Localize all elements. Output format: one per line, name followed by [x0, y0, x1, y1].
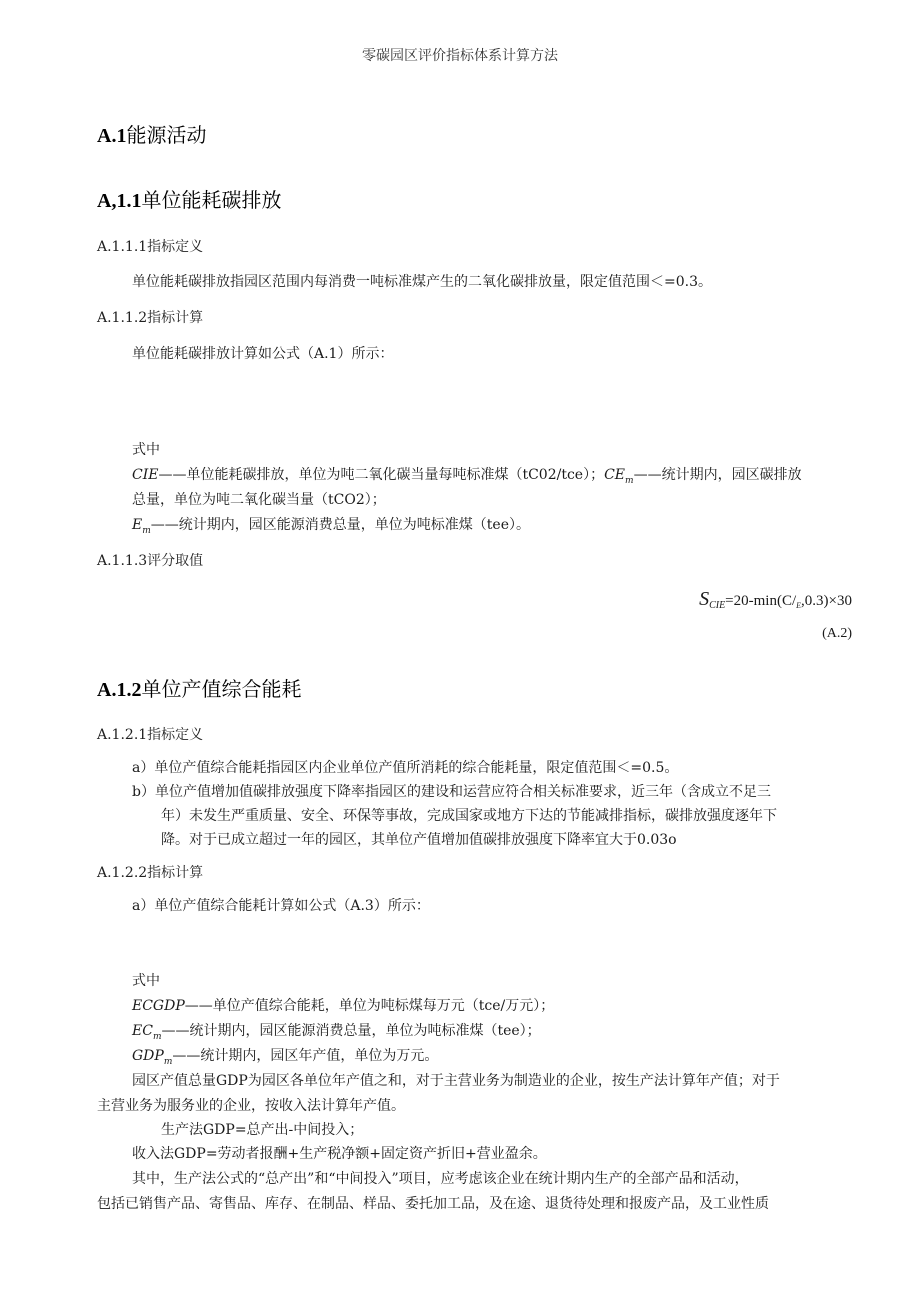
definition-text: ——统计期内，园区年产值，单位为万元。 — [172, 1048, 439, 1064]
subsection-heading: A.1.2.1指标定义 — [97, 727, 204, 743]
section-title: 单位产值综合能耗 — [141, 677, 302, 701]
symbol: CIE — [132, 467, 159, 483]
symbol: E — [132, 517, 143, 533]
page-header: 零碳园区评价指标体系计算方法 — [362, 48, 558, 64]
symbol-subscript: m — [142, 525, 151, 536]
section-title: 能源活动 — [126, 123, 207, 147]
symbol-subscript: m — [152, 1031, 162, 1042]
symbol: EC — [132, 1023, 153, 1039]
list-label: a） — [132, 760, 155, 776]
section-number: A.1 — [97, 125, 127, 147]
formula-subscript: CIE — [709, 600, 726, 611]
symbol-subscript: m — [625, 475, 634, 486]
formula-body: =20-min(C/ — [725, 593, 797, 609]
where-label: 式中 — [132, 973, 160, 989]
symbol-subscript: m — [163, 1056, 173, 1067]
formula-subscript: E — [796, 601, 802, 610]
where-label: 式中 — [132, 442, 160, 458]
paragraph-continuation: 包括已销售产品、寄售品、库存、在制品、样品、委托加工品，及在途、退货待处理和报废产品，及工业性质 — [97, 1196, 769, 1212]
list-text: 单位产值增加值碳排放强度下降率指园区的建设和运营应符合相关标准要求，近三年（含成立不足三 — [154, 784, 771, 800]
list-label: b） — [132, 784, 155, 800]
formula-symbol: S — [699, 588, 710, 610]
definition-line — [132, 1020, 541, 1042]
symbol: GDP — [132, 1048, 164, 1064]
paragraph: 生产法GDP=总产出-中间投入； — [161, 1122, 364, 1138]
paragraph-continuation: 主营业务为服务业的企业，按收入法计算年产值。 — [97, 1098, 405, 1114]
section-number: A,1.1 — [97, 190, 142, 212]
subsection-heading: A.1.1.2指标计算 — [97, 310, 204, 326]
definition-text: ——统计期内，园区能源消费总量，单位为吨标准煤（tee）； — [161, 1023, 541, 1039]
formula-a2 — [699, 588, 852, 611]
definition-continuation: 总量，单位为吨二氧化碳当量（tCO2）； — [132, 492, 386, 508]
subsection-heading: A.1.2.2指标计算 — [97, 865, 204, 881]
definition-text: ——单位能耗碳排放，单位为吨二氧化碳当量每吨标准煤（tC02/tce）； — [158, 467, 605, 483]
definition-line — [132, 514, 530, 536]
definition-text: ——统计期内，园区碳排放 — [633, 467, 802, 483]
definition-text: ——单位产值综合能耗，单位为吨标煤每万元（tce/万元）； — [184, 998, 555, 1014]
symbol: CE — [604, 467, 626, 483]
paragraph: 单位能耗碳排放指园区范围内每消费一吨标准煤产生的二氧化碳排放量，限定值范围＜=0.3。 — [132, 274, 712, 290]
paragraph: 单位能耗碳排放计算如公式（A.1）所示： — [132, 346, 394, 362]
subsection-heading: A.1.1.1指标定义 — [97, 239, 204, 255]
definition-line — [132, 995, 554, 1015]
list-item — [132, 781, 771, 801]
paragraph: 其中，生产法公式的“总产出”和“中间投入”项目，应考虑该企业在统计期内生产的全部产品和活动， — [132, 1171, 749, 1187]
list-text: 单位产值综合能耗计算如公式（A.3）所示： — [154, 898, 430, 914]
section-title: 单位能耗碳排放 — [141, 188, 282, 212]
definition-line — [132, 1045, 438, 1067]
definition-text: ——统计期内，园区能源消费总量，单位为吨标准煤（tee）。 — [150, 517, 530, 533]
section-a11-heading — [97, 184, 281, 213]
list-label: a） — [132, 898, 155, 914]
section-a1-heading — [97, 119, 206, 148]
list-item-continuation: 降。对于已成立超过一年的园区，其单位产值增加值碳排放强度下降率宜大于0.03o — [161, 832, 677, 848]
list-item-continuation: 年）未发生严重质量、安全、环保等事故，完成国家或地方下达的节能减排指标，碳排放强度逐年下 — [161, 808, 777, 824]
section-a12-heading — [97, 673, 301, 702]
subsection-heading: A.1.1.3评分取值 — [97, 553, 204, 569]
paragraph: 收入法GDP=劳动者报酬+生产税净额+固定资产折旧+营业盈余。 — [132, 1146, 547, 1162]
formula-body: ,0.3)×30 — [801, 593, 852, 609]
formula-number: (A.2) — [822, 626, 852, 641]
list-item — [132, 757, 678, 777]
definition-line — [132, 464, 802, 486]
paragraph: 园区产值总量GDP为园区各单位年产值之和，对于主营业务为制造业的企业，按生产法计算年产值；对于 — [132, 1073, 780, 1089]
list-item — [132, 895, 430, 915]
list-text: 单位产值综合能耗指园区内企业单位产值所消耗的综合能耗量，限定值范围＜=0.5。 — [154, 760, 679, 776]
section-number: A.1.2 — [97, 679, 142, 701]
symbol: ECGDP — [132, 998, 185, 1014]
